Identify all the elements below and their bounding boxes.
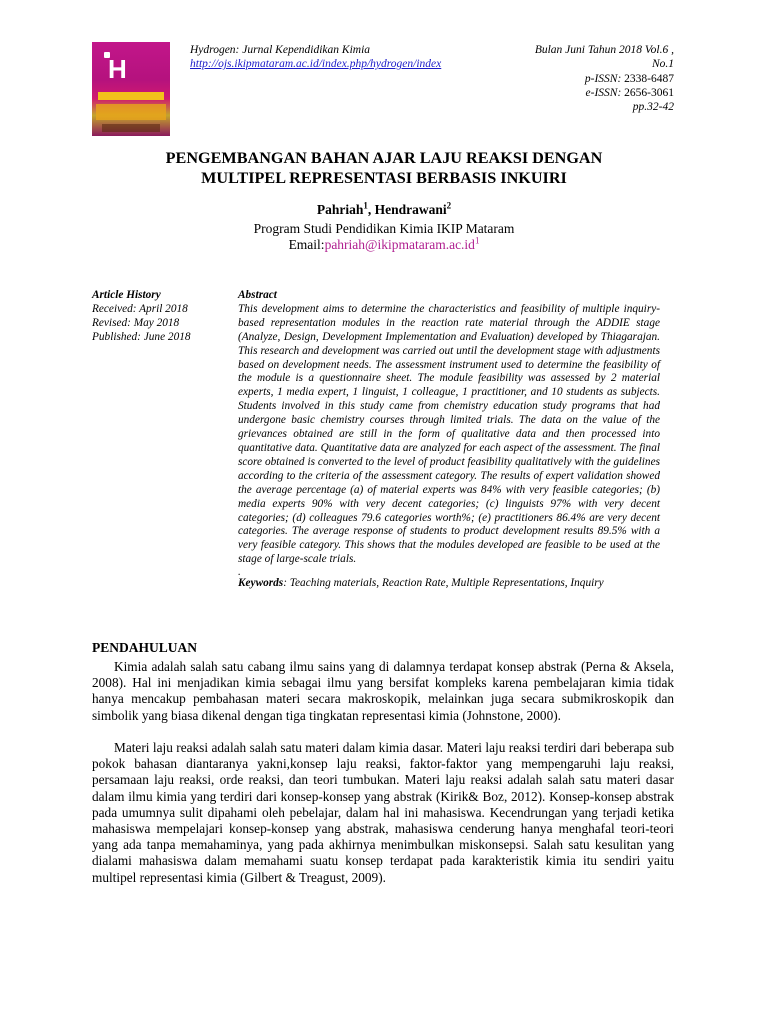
page-range: pp.32-42: [632, 101, 674, 114]
history-heading: Article History: [92, 289, 161, 301]
journal-header: [190, 43, 441, 71]
article-history: [92, 289, 191, 345]
author-list: Pahriah$^1$, Hendrawani$^2$: [316, 200, 452, 217]
revised-date: Revised: May 2018: [92, 316, 180, 329]
cover-band-lower: [96, 104, 166, 120]
author-2: Hendrawani: [374, 202, 447, 217]
journal-cover-image: [92, 42, 170, 136]
email-address[interactable]: pahriah@ikipmataram.ac.id: [324, 237, 475, 252]
abstract-trailing-dot: .: [238, 566, 241, 579]
affiliation: Program Studi Pendidikan Kimia IKIP Mataram: [253, 221, 515, 236]
abstract-block: [238, 289, 660, 591]
issue-number: No.1: [651, 58, 674, 71]
paper-title: PENGEMBANGAN BAHAN AJAR LAJU REAKSI DENGAN MULTIPEL REPRESENTASI BERBASIS INKUIRI: [165, 149, 603, 187]
abstract-heading: Abstract: [238, 289, 277, 301]
issue-info: [535, 43, 674, 114]
journal-url-link[interactable]: http://ojs.ikipmataram.ac.id/index.php/hydrogen/index: [190, 58, 442, 70]
author-1: Pahriah: [316, 202, 364, 217]
keywords: Keywords: Teaching materials, Reaction Rate, Multiple Representations, Inquiry: [238, 577, 604, 590]
email-line: $Email:pahriah@ikipmataram.ac.id^1$: [288, 235, 480, 252]
eissn: e-ISSN: 2656-3061: [585, 86, 674, 99]
abstract-text: This development aims to determine the characteristics and feasibility of multiple inquiry-based representation modules in the reaction rate material through the ADDIE stage (Analyze, Design, Development Implementation and Evaluation) developed by Thiagarajan. This research and development was carried out until the development stage with adjustments based on development needs. The assessment instrument used to determine the feasibility of the module is a questionnaire sheet. The module feasibility was assessed by 2 material experts, 1 media expert, 1 linguist, 1 colleague, 1 practitioner, and 10 students as subjects. Students involved in this study came from chemistry education study programs that had undergone basic chemistry courses through limited trials. The data on the value of the grievances obtained are still in the form of qualitative data and then processed into quantitative data. Quantitative data are analyzed for each aspect of the assessment. The final score obtained is converted to the level of product feasibility qualitatively with the guidelines according to the criteria of the assessment category. The results of expert validation showed the average percentage (a) of material experts was 84% with very feasible categories; (b) media experts 90% with very decent categories; (c) linguists 97% with very decent categories; (d) colleagues 79.6 categories worth%; (e) practitioners 86.4% are very decent categories. The average response of students to product development results 89.5% with a very feasible category. This shows that the modules developed are feasible to be used at the stage of large-scale trials.: [238, 302, 660, 566]
cover-band: [98, 92, 164, 100]
section-heading: PENDAHULUAN: [92, 640, 198, 655]
body-paragraph-2: Materi laju reaksi adalah salah satu materi dalam kimia dasar. Materi laju reaksi terdiri dari beberapa sub pokok bahasan diantaranya yakni,konsep laju reaksi, faktor-faktor yang mempengaruhi laju reaksi, persamaan laju reaksi, orde reaksi, dan teori tumbukan. Materi laju reaksi adalah salah satu materi dasar dalam ilmu kimia yang terdiri dari konsep-konsep yang abstrak (Kirik& Boz, 2012). Konsep-konsep abstrak pada umumnya sulit dipahami oleh pebelajar, dalam hal ini mahasiswa. Kecendrungan yang terjadi ketika mahasiswa mempelajari konsep-konsep yang abstrak, mahasiswa cenderung hanya menghafal teori-teori yang ada tanpa memahaminya, yang pada akhirnya menimbulkan miskonsepsi. Salah satu kesulitan yang dialami mahasiswa dalam memahami suatu konsep terdapat pada karakteristik kimia itu sendiri yaitu multipel representasi kimia (Gilbert & Treagust, 2009).: [92, 740, 674, 885]
published-date: Published: June 2018: [92, 330, 191, 343]
body-paragraph-1: Kimia adalah salah satu cabang ilmu sains yang di dalamnya terdapat konsep abstrak (Perna & Aksela, 2008). Hal ini menjadikan kimia sebagai ilmu yang bersifat kompleks karena pembelajaran kimia tidak hanya mencakup pembahasan materi secara makroskopik, melainkan juga secara submikroskopik dan simbolik yang biasa dikenal dengan tiga tingkatan representasi kimia (Johnstone, 2000).: [92, 659, 674, 723]
issue-date-volume: Bulan Juni Tahun 2018 Vol.6 ,: [534, 44, 674, 56]
journal-name: Hydrogen: Jurnal Kependidikan Kimia: [190, 44, 371, 56]
cover-logos: [102, 124, 160, 132]
received-date: Received: April 2018: [92, 302, 188, 315]
cover-logo: H: [108, 54, 127, 84]
pissn: p-ISSN: 2338-6487: [584, 72, 674, 85]
